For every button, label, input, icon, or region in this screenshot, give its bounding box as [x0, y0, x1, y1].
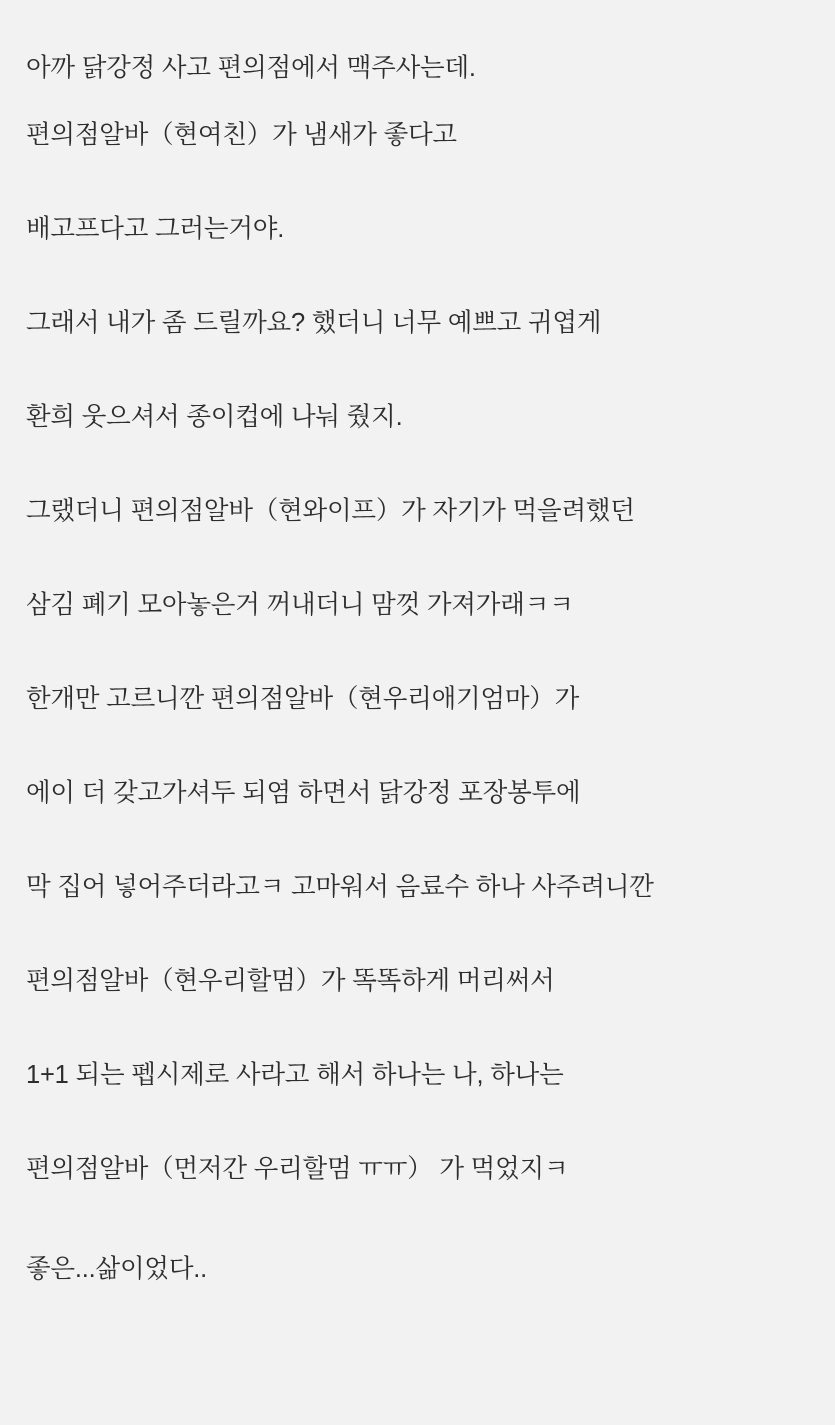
- post-line: 1+1 되는 펩시제로 사라고 해서 하나는 나, 하나는: [26, 1061, 564, 1089]
- post-line: 환희 웃으셔서 종이컵에 나눠 줬지.: [26, 403, 403, 431]
- post-line: 삼김 폐기 모아놓은거 꺼내더니 맘껏 가져가래ㅋㅋ: [26, 591, 574, 619]
- post-line: 편의점알바（먼저간 우리할멈 ㅠㅠ） 가 먹었지ㅋ: [26, 1155, 569, 1183]
- post-line: 편의점알바（현여친）가 냄새가 좋다고: [26, 121, 457, 149]
- post-line: 아까 닭강정 사고 편의점에서 맥주사는데.: [26, 53, 476, 82]
- post-line: 그랬더니 편의점알바（현와이프）가 자기가 먹을려했던: [26, 497, 635, 525]
- post-line: 막 집어 넣어주더라고ㅋ 고마워서 음료수 하나 사주려니깐: [26, 873, 654, 901]
- post-body: [26, 18, 809, 1286]
- post-line: 편의점알바（현우리할멈）가 똑똑하게 머리써서: [26, 967, 555, 995]
- post-line: 배고프다고 그러는거야.: [26, 215, 285, 243]
- post-line: 그래서 내가 좀 드릴까요? 했더니 너무 예쁘고 귀엽게: [26, 309, 602, 337]
- post-line: 에이 더 갖고가셔두 되염 하면서 닭강정 포장봉투에: [26, 779, 581, 807]
- post-line: 한개만 고르니깐 편의점알바（현우리애기엄마）가: [26, 685, 580, 713]
- post-line: 좋은...삶이었다..: [26, 1255, 208, 1283]
